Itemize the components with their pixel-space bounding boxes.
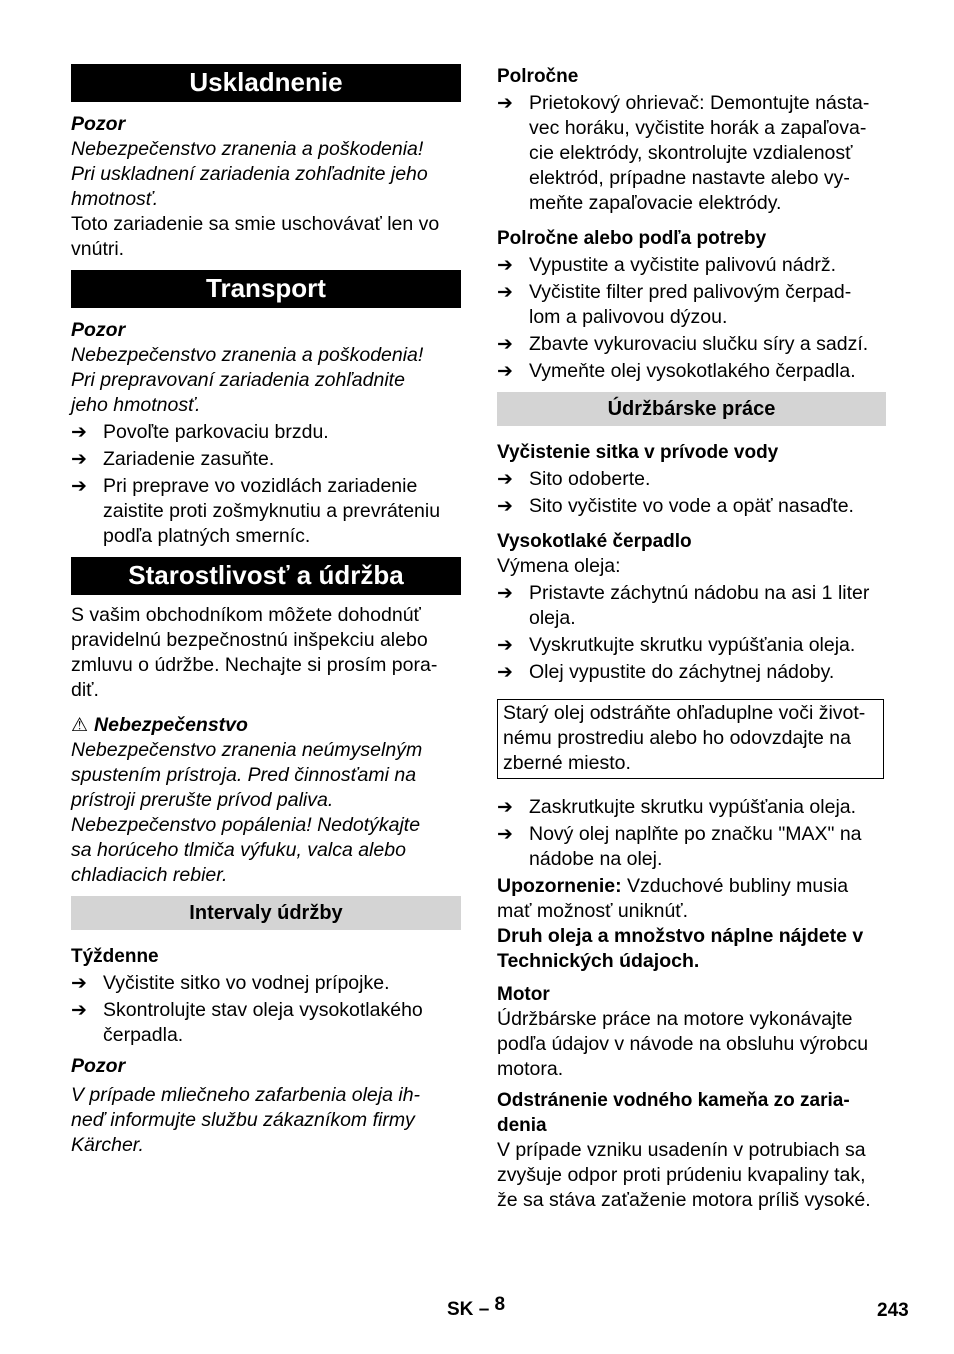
danger-text	[71, 738, 461, 888]
line: Vzduchové bubliny musia	[621, 875, 849, 897]
list-item	[497, 581, 886, 631]
line: podľa údajov v návode na obsluhu výrobcu	[497, 1033, 869, 1055]
arrow-right-icon: ➔	[71, 422, 87, 443]
list-item	[497, 359, 886, 384]
arrow-right-icon: ➔	[497, 282, 513, 303]
line: lom a palivovou dýzou.	[529, 306, 728, 328]
line: Prietokový ohrievač: Demontujte násta-	[529, 92, 870, 114]
line: Zaskrutkujte skrutku vypúšťania oleja.	[529, 796, 857, 818]
line: Nebezpečenstvo zranenia neúmyselným	[71, 739, 423, 761]
arrow-right-icon: ➔	[497, 635, 513, 656]
motor-text	[497, 1007, 886, 1082]
line: Pri prepravovaní zariadenia zohľadnite	[71, 369, 405, 391]
arrow-right-icon: ➔	[497, 93, 513, 114]
list-item	[497, 91, 886, 216]
line: Nebezpečenstvo zranenia a poškodenia!	[71, 138, 424, 160]
upozornenie-label: Upozornenie:	[497, 875, 622, 897]
danger-label	[71, 713, 461, 738]
arrow-right-icon: ➔	[497, 797, 513, 818]
line: Toto zariadenie sa smie uschovávať len vo	[71, 213, 440, 235]
footer-lang: SK	[447, 1299, 474, 1320]
cerpadlo-list	[497, 581, 886, 685]
polrocne-potreba-title: Polročne alebo podľa potreby	[497, 228, 767, 249]
line: Nebezpečenstvo popálenia! Nedotýkajte	[71, 814, 421, 836]
line: zvyšuje odpor proti prúdeniu kvapaliny tak,	[497, 1164, 866, 1186]
line: S vašim obchodníkom môžete dohodnúť	[71, 604, 421, 626]
line: Pri uskladnení zariadenia zohľadnite jeho	[71, 163, 428, 185]
sitko-title: Vyčistenie sitka v prívode vody	[497, 442, 779, 463]
pozor-label: Pozor	[71, 1055, 126, 1077]
line: Vymeňte olej vysokotlakého čerpadla.	[529, 360, 856, 382]
list-item	[497, 253, 886, 278]
arrow-right-icon: ➔	[497, 334, 513, 355]
danger-label-text: Nebezpečenstvo	[94, 714, 248, 736]
line: Skontrolujte stav oleja vysokotlakého	[103, 999, 423, 1021]
line: Vyskrutkujte skrutku vypúšťania oleja.	[529, 634, 856, 656]
arrow-right-icon: ➔	[71, 449, 87, 470]
left-column	[71, 64, 461, 1158]
sitko-list	[497, 467, 886, 519]
motor-title: Motor	[497, 984, 550, 1005]
kamen-title	[497, 1088, 886, 1138]
warning-text	[71, 343, 461, 418]
line: Vypustite a vyčistite palivovú nádrž.	[529, 254, 837, 276]
line: zmluvu o údržbe. Nechajte si prosím pora-	[71, 654, 438, 676]
line: čerpadla.	[103, 1024, 184, 1046]
line: meňte zapaľovacie elektródy.	[529, 192, 782, 214]
pozor-label: Pozor	[71, 113, 126, 135]
arrow-right-icon: ➔	[71, 1000, 87, 1021]
line: Nový olej naplňte po značku "MAX" na	[529, 823, 862, 845]
line: V prípade vzniku usadenín v potrubiach sa	[497, 1139, 866, 1161]
line: chladiacich rebier.	[71, 864, 228, 886]
list-item	[497, 633, 886, 658]
line: V prípade mliečneho zafarbenia oleja ih-	[71, 1084, 421, 1106]
line: Zariadenie zasuňte.	[103, 448, 275, 470]
line: hmotnosť.	[71, 188, 159, 210]
heading-udrzbarske: Údržbárske práce	[497, 392, 886, 426]
line: Zbavte vykurovaciu slučku síry a sadzí.	[529, 333, 869, 355]
right-column	[497, 64, 886, 1213]
line: mať možnosť uniknúť.	[497, 900, 689, 922]
line: pravidelnú bezpečnostnú inšpekciu alebo	[71, 629, 428, 651]
line: Pri preprave vo vozidlách zariadenie	[103, 475, 418, 497]
line: nádobe na olej.	[529, 848, 663, 870]
line: diť.	[71, 679, 99, 701]
tyzdenne-title: Týždenne	[71, 946, 159, 967]
kamen-text	[497, 1138, 886, 1213]
polrocne-list	[497, 91, 886, 216]
tyzdenne-list	[71, 971, 461, 1048]
line: jeho hmotnosť.	[71, 394, 201, 416]
heading-intervaly: Intervaly údržby	[71, 896, 461, 930]
line: Vyčistite filter pred palivovým čerpad-	[529, 281, 852, 303]
line: Údržbárske práce na motore vykonávajte	[497, 1008, 853, 1030]
line: denia	[497, 1115, 547, 1136]
cerpadlo-title: Vysokotlaké čerpadlo	[497, 531, 692, 552]
footer-section-label	[447, 1294, 506, 1322]
page-number: 243	[877, 1300, 909, 1321]
line: Vyčistite sitko vo vodnej prípojke.	[103, 972, 390, 994]
line: vnútri.	[71, 238, 125, 260]
body-text	[71, 212, 461, 262]
line: Sito vyčistite vo vode a opäť nasaďte.	[529, 495, 854, 517]
transport-list	[71, 420, 461, 549]
arrow-right-icon: ➔	[497, 361, 513, 382]
line: Nebezpečenstvo zranenia a poškodenia!	[71, 344, 424, 366]
line: podľa platných smerníc.	[103, 525, 311, 547]
list-item	[497, 332, 886, 357]
arrow-right-icon: ➔	[71, 973, 87, 994]
line: nému prostrediu alebo ho odovzdajte na	[503, 727, 851, 749]
line: elektród, prípadne nastavte alebo vy-	[529, 167, 850, 189]
line: Technických údajoch.	[497, 950, 700, 972]
after-list	[497, 795, 886, 872]
line: prístroji prerušte prívod paliva.	[71, 789, 334, 811]
line: neď informujte službu zákazníkom firmy	[71, 1109, 415, 1131]
arrow-right-icon: ➔	[71, 476, 87, 497]
list-item	[71, 447, 461, 472]
footer-dash: –	[478, 1299, 490, 1320]
line: Starý olej odstráňte ohľaduplne voči život-	[503, 702, 866, 724]
line: motora.	[497, 1058, 564, 1080]
list-item	[497, 494, 886, 519]
line: Povoľte parkovaciu brzdu.	[103, 421, 329, 443]
list-item	[497, 660, 886, 685]
arrow-right-icon: ➔	[497, 255, 513, 276]
warning-text	[71, 137, 461, 212]
line: Sito odoberte.	[529, 468, 651, 490]
upozornenie-text	[497, 874, 886, 924]
line: zaistite proti zošmyknutiu a prevráteniu	[103, 500, 441, 522]
line: cie elektródy, skontrolujte vzdialenosť	[529, 142, 853, 164]
list-item	[71, 971, 461, 996]
line: zberné miesto.	[503, 752, 631, 774]
heading-transport: Transport	[71, 270, 461, 308]
list-item	[71, 420, 461, 445]
polrocne-title: Polročne	[497, 66, 579, 87]
intro-text	[71, 603, 461, 703]
list-item	[497, 795, 886, 820]
line: spustením prístroja. Pred činnosťami na	[71, 764, 417, 786]
arrow-right-icon: ➔	[497, 824, 513, 845]
heading-uskladnenie: Uskladnenie	[71, 64, 461, 102]
warning-triangle-icon: ⚠	[71, 715, 89, 736]
line: Kärcher.	[71, 1134, 144, 1156]
line: Olej vypustite do záchytnej nádoby.	[529, 661, 835, 683]
vymena-label: Výmena oleja:	[497, 555, 621, 577]
environment-note-box	[497, 699, 884, 779]
line: Pristavte záchytnú nádobu na asi 1 liter	[529, 582, 870, 604]
list-item	[497, 467, 886, 492]
line: Druh oleja a množstvo náplne nájdete v	[497, 925, 864, 947]
line: vec horáku, vyčistite horák a zapaľova-	[529, 117, 867, 139]
list-item	[497, 280, 886, 330]
list-item	[497, 822, 886, 872]
pozor-text	[71, 1083, 461, 1158]
polrocne-potreba-list	[497, 253, 886, 384]
line: že sa stáva zaťaženie motora príliš vysoké.	[497, 1189, 871, 1211]
list-item	[71, 998, 461, 1048]
heading-starostlivost: Starostlivosť a údržba	[71, 557, 461, 595]
list-item	[71, 474, 461, 549]
arrow-right-icon: ➔	[497, 469, 513, 490]
line: Odstránenie vodného kameňa zo zaria-	[497, 1090, 850, 1111]
arrow-right-icon: ➔	[497, 662, 513, 683]
arrow-right-icon: ➔	[497, 583, 513, 604]
druh-oleja-text	[497, 924, 886, 974]
pozor-label: Pozor	[71, 319, 126, 341]
footer-section-page: 8	[494, 1294, 506, 1315]
arrow-right-icon: ➔	[497, 496, 513, 517]
line: oleja.	[529, 607, 576, 629]
line: sa horúceho tlmiča výfuku, valca alebo	[71, 839, 406, 861]
